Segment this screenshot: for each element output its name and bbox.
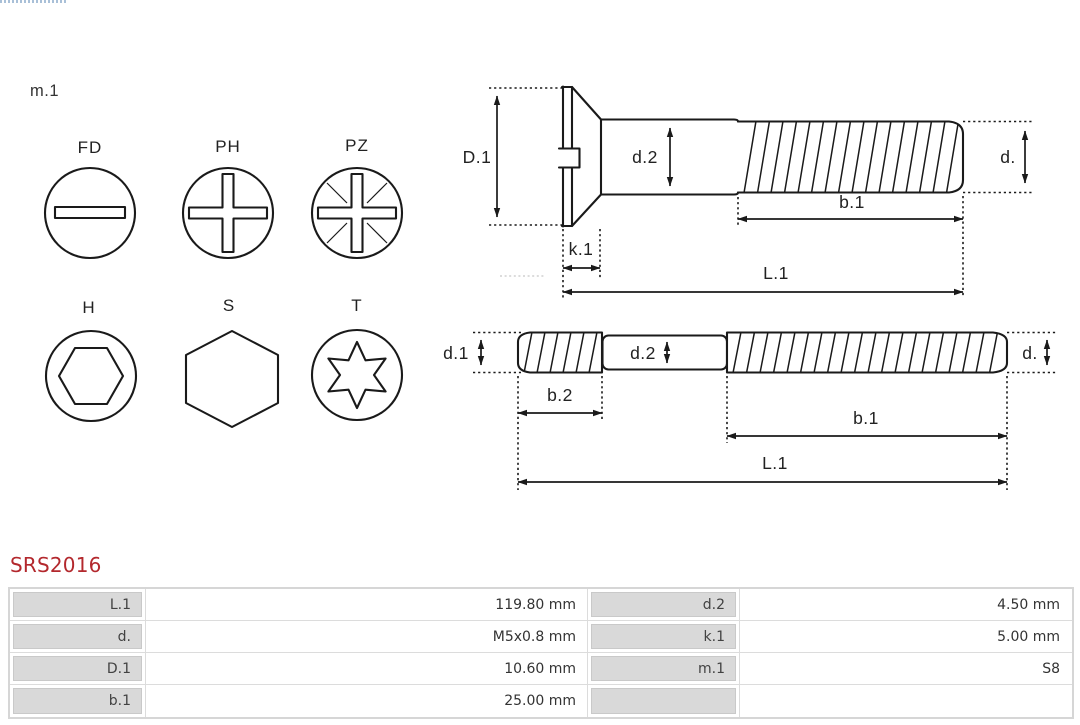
stud-d2-label: d.2 (630, 343, 656, 363)
spec-value-cell: 119.80 mm (146, 589, 588, 621)
screw-d2-label: d.2 (632, 147, 658, 167)
stud-L1-label: L.1 (762, 453, 788, 473)
spec-param-label: b.1 (13, 688, 142, 714)
spec-value-cell: 10.60 mm (146, 653, 588, 685)
spec-param-label: d. (13, 624, 142, 649)
screw-D1-label: D.1 (462, 147, 492, 167)
spec-label-cell (587, 685, 740, 717)
torx-drive-icon (312, 296, 402, 420)
spec-value-cell: M5x0.8 mm (146, 621, 588, 653)
spec-value-cell: 25.00 mm (146, 685, 588, 717)
t-label: T (351, 296, 363, 315)
external-hex-drive-icon (186, 296, 278, 427)
spec-label-cell (587, 653, 740, 685)
spec-value-cell: S8 (740, 653, 1072, 685)
spec-label-cell (10, 589, 146, 621)
pz-label: PZ (345, 136, 369, 155)
screw-L1-label: L.1 (763, 263, 789, 283)
spec-label-cell (10, 653, 146, 685)
spec-label-cell (10, 685, 146, 717)
spec-param-label: m.1 (591, 656, 736, 681)
slotted-drive-icon (45, 138, 135, 258)
countersunk-screw-side-view (463, 87, 1034, 299)
pozidriv-drive-icon (312, 136, 402, 258)
spec-param-label: D.1 (13, 656, 142, 681)
hex-socket-drive-icon (46, 298, 136, 421)
spec-table (8, 587, 1074, 719)
stud-b2-label: b.2 (547, 385, 573, 405)
part-number: SRS2016 (10, 553, 102, 577)
m1-label: m.1 (30, 82, 60, 100)
spec-label-cell (10, 621, 146, 653)
screw-d-label: d. (1000, 147, 1016, 167)
spec-label-cell (587, 589, 740, 621)
spec-label-cell (587, 621, 740, 653)
s-label: S (222, 296, 236, 315)
stud-b1-label: b.1 (853, 408, 879, 428)
spec-value-cell (740, 685, 1072, 717)
fd-label: FD (77, 138, 103, 157)
stud-d1-label: d.1 (443, 343, 469, 363)
spec-value-cell: 5.00 mm (740, 621, 1072, 653)
screw-k1-label: k.1 (568, 239, 594, 259)
h-label: H (82, 298, 96, 317)
ph-label: PH (215, 137, 241, 156)
screw-b1-label: b.1 (839, 192, 865, 212)
spec-param-label: d.2 (591, 592, 736, 617)
drive-type-icons (45, 136, 402, 427)
phillips-drive-icon (183, 137, 273, 258)
spec-param-label: k.1 (591, 624, 736, 649)
spec-param-label: L.1 (13, 592, 142, 617)
stud-d-label: d. (1022, 343, 1038, 363)
spec-value-cell: 4.50 mm (740, 589, 1072, 621)
stud-side-view (443, 332, 1056, 490)
spec-param-label (591, 688, 736, 714)
